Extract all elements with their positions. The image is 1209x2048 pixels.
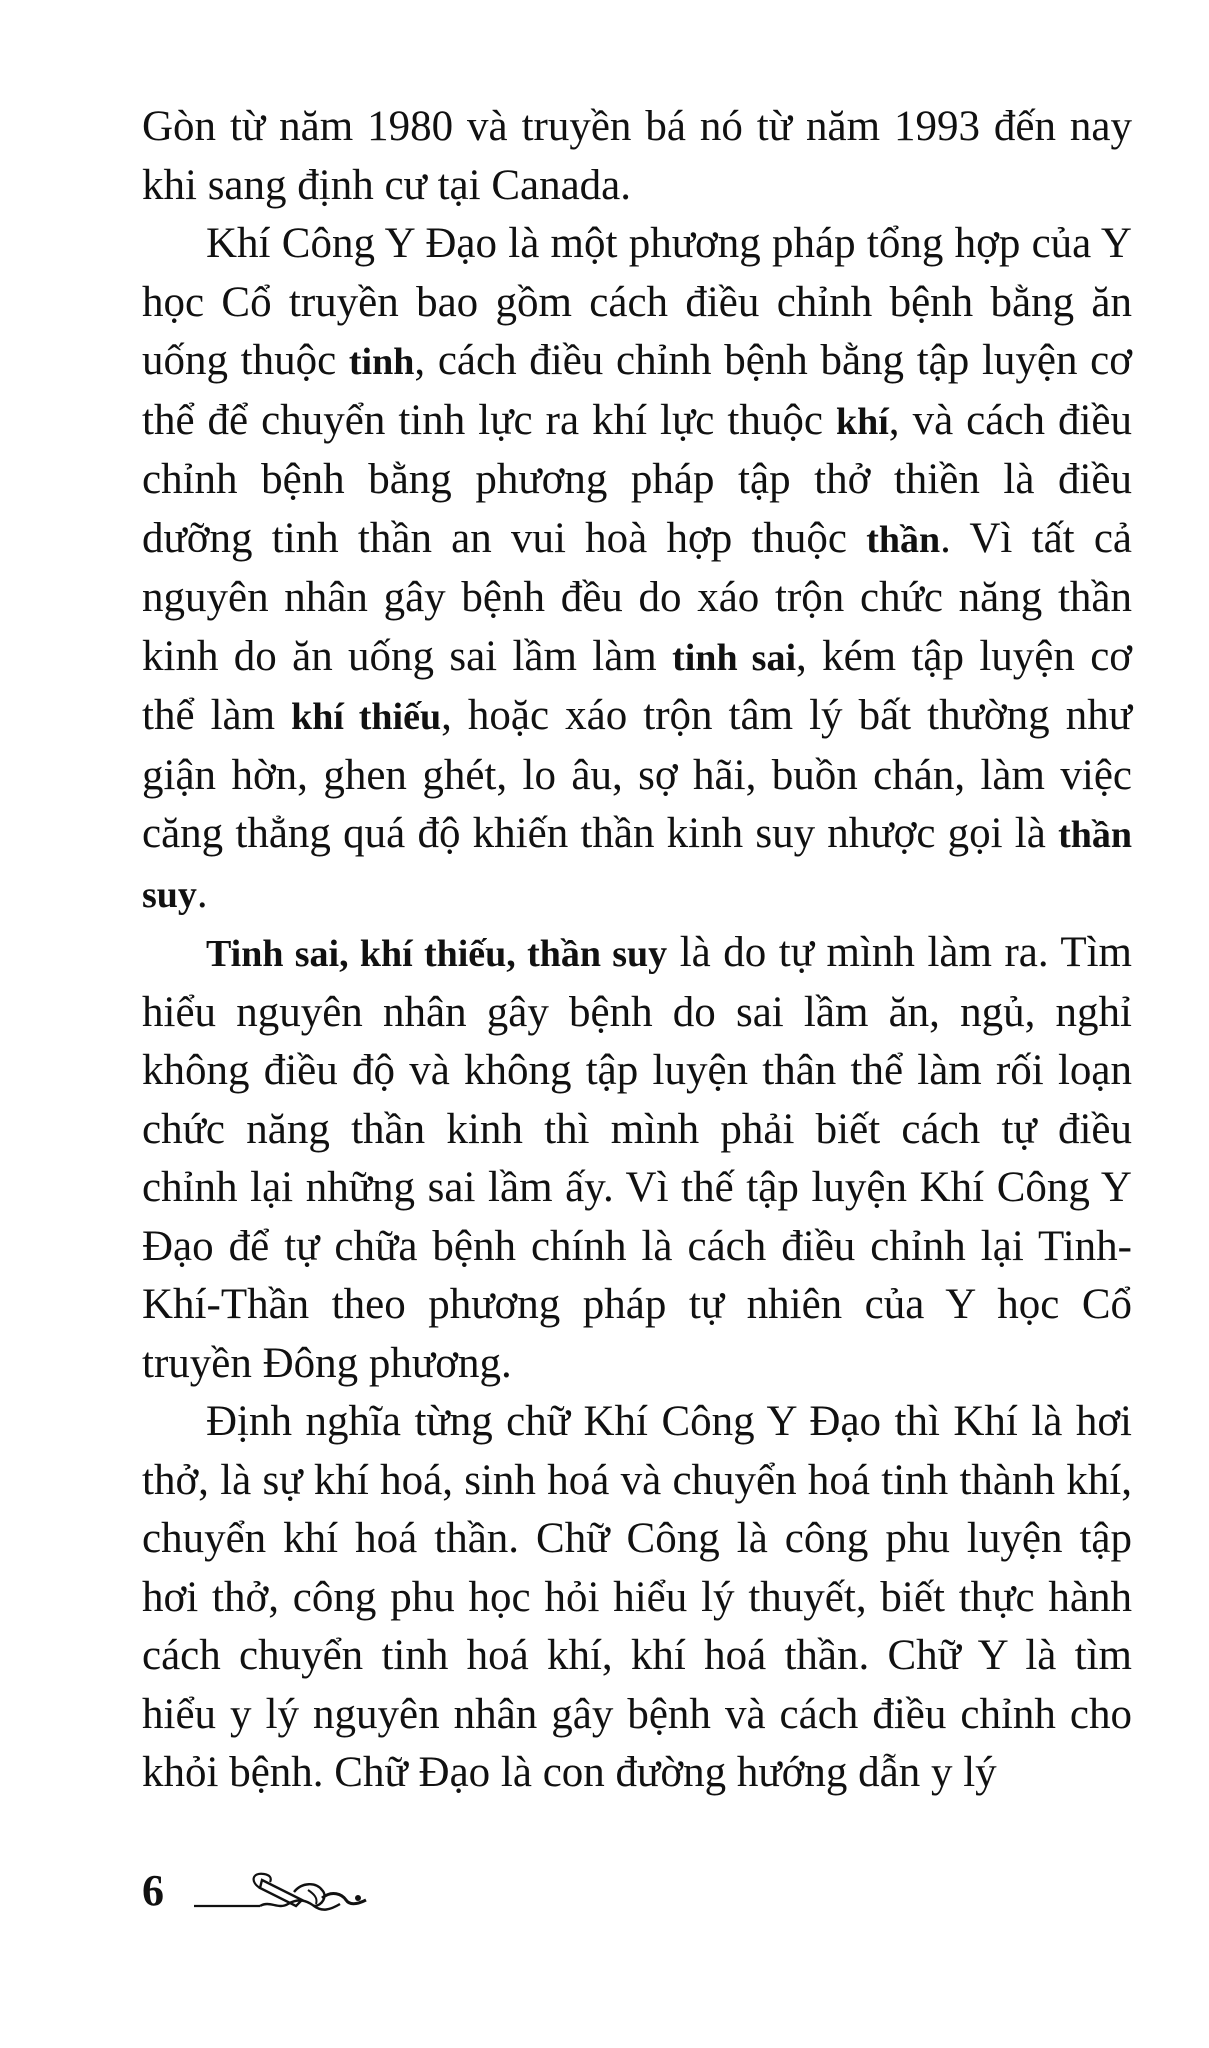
text-segment: , hoặc xáo trộn tâm lý bất thường như giận hờn, ghen ghét, lo âu, sợ hãi, buồn chán, làm việc căng thẳng quá độ khiến thần kinh suy nhược gọi là <box>142 692 1133 857</box>
paragraph-2 <box>142 215 1132 924</box>
text-segment: , cách điều chỉnh bệnh bằng tập luyện cơ thể để chuyển tinh lực ra khí lực thuộc <box>142 337 1132 444</box>
page-footer <box>142 1860 542 1940</box>
paragraph-3 <box>142 924 1132 1393</box>
bold-term-tinh: tinh <box>348 341 415 383</box>
bold-term-tinh-sai: tinh sai <box>672 636 797 679</box>
bold-term-khi-thieu: khí thiếu <box>291 696 442 738</box>
text-segment: Khí Công Y Đạo là một phương pháp tổng hợp của Y học Cổ truyền bao gồm cách điều chỉnh bệnh bằng ăn uống thuộc <box>142 220 1132 384</box>
text-segment: , và cách điều chỉnh bệnh bằng phương pháp tập thở thiền là điều dưỡng tinh thần an vui hoà hợp thuộc <box>142 396 1132 562</box>
body-text <box>142 98 1132 1803</box>
text-segment: , kém tập luyện cơ thể làm <box>142 632 1133 739</box>
bold-term-tinh-sai-khi-thieu-than-suy: Tinh sai, khí thiếu, thần suy <box>206 933 668 975</box>
text-segment: . <box>196 869 208 917</box>
bold-term-than: thần <box>866 518 941 561</box>
pen-writing-flourish-icon <box>190 1860 480 1920</box>
text-segment: Gòn từ năm 1980 và truyền bá nó từ năm 1993 đến nay khi sang định cư tại Canada. <box>142 103 1132 209</box>
page-number: 6 <box>142 1866 164 1915</box>
paragraph-1 <box>142 98 1132 215</box>
bold-term-than-suy: thần suy <box>142 814 1132 916</box>
text-segment: . Vì tất cả nguyên nhân gây bệnh đều do xáo trộn chức năng thần kinh do ăn uống sai lầm làm <box>142 514 1133 680</box>
text-segment: là do tự mình làm ra. Tìm hiểu nguyên nhân gây bệnh do sai lầm ăn, ngủ, nghỉ không điều độ và không tập luyện thân thể làm rối loạn chức năng thần kinh thì mình phải biết cách tự điều chỉnh lại những sai lầm ấy. Vì thế tập luyện Khí Công Y Đạo để tự chữa bệnh chính là cách điều chỉnh lại Tinh-Khí-Thần theo phương pháp tự nhiên của Y học Cổ truyền Đông phương. <box>142 929 1132 1387</box>
bold-term-khi: khí <box>835 400 889 443</box>
text-segment: Định nghĩa từng chữ Khí Công Y Đạo thì Khí là hơi thở, là sự khí hoá, sinh hoá và chuyển hoá tinh thành khí, chuyển khí hoá thần. Chữ Công là công phu luyện tập hơi thở, công phu học hỏi hiểu lý thuyết, biết thực hành cách chuyển tinh hoá khí, khí hoá thần. Chữ Y là tìm hiểu y lý nguyên nhân gây bệnh và cách điều chỉnh cho khỏi bệnh. Chữ Đạo là con đường hướng dẫn y lý <box>142 1398 1132 1796</box>
paragraph-4 <box>142 1393 1132 1803</box>
